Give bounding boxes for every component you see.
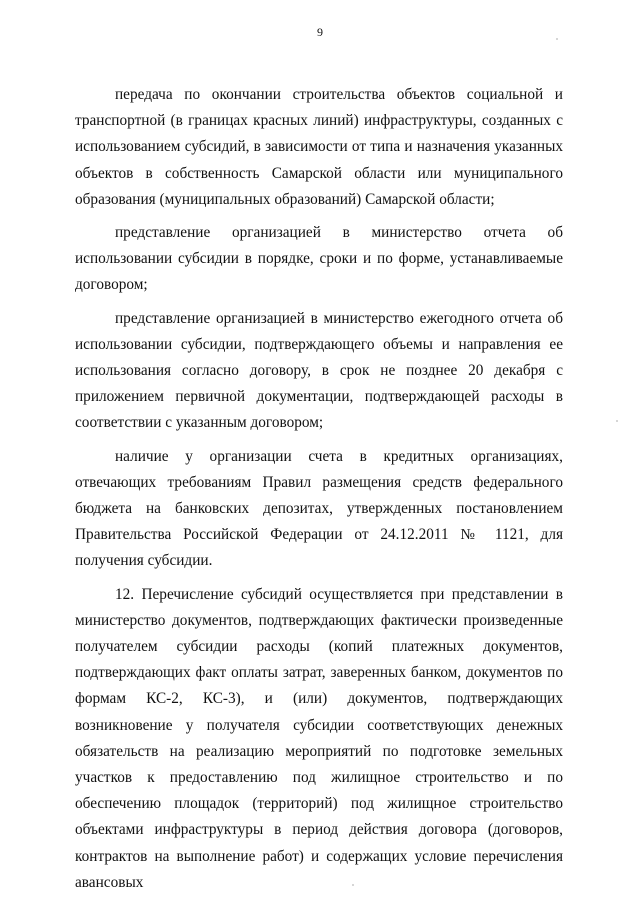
paragraph-transfer-of-objects: передача по окончании строительства объектов социальной и транспортной (в границах красных линий) инфраструктуры, созданных с использованием субсидий, в зависимости от типа и назначения указанных объектов в собственность Самарской области или муниципального образования (муниципальных образований) Самарской области;: [75, 86, 563, 208]
page-number: 9: [317, 25, 323, 39]
scan-speck: [616, 420, 618, 422]
paragraph-item-12: 12. Перечисление субсидий осуществляется при представлении в министерство документов, подтверждающих фактически произведенные получателем субсидии расходы (копий платежных документов, подтверждающих факт оплаты затрат, заверенных банком, документов по формам КС-2, КС-3), и (или) документов, подтверждающих возникновение у получателя субсидии соответствующих денежных обязательств на реализацию мероприятий по подготовке земельных участков к предоставлению под жилищное строительство и по обеспечению площадок (территорий) под жилищное строительство объектами инфраструктуры в период действия договора (договоров, контрактов на выполнение работ) и содержащих условие перечисления авансовых: [75, 585, 563, 891]
paragraph-bank-account: наличие у организации счета в кредитных организациях, отвечающих требованиям Правил размещения средств федерального бюджета на банковских депозитах, утвержденных постановлением Правительства Российской Федерации от 24.12.2011 № 1121, для получения субсидии.: [75, 447, 563, 570]
paragraph-subsidy-report: представление организацией в министерство отчета об использовании субсидии в порядке, сроки и по форме, устанавливаемые договором;: [75, 224, 563, 294]
paragraph-annual-report: представление организацией в министерство ежегодного отчета об использовании субсидии, подтверждающего объемы и направления ее использования согласно договору, в срок не позднее 20 декабря с приложением первичной документации, подтверждающей расходы в соответствии с указанным договором;: [75, 309, 563, 432]
scan-speck: [352, 884, 354, 886]
document-body: [75, 82, 563, 896]
scan-speck: [556, 38, 558, 40]
